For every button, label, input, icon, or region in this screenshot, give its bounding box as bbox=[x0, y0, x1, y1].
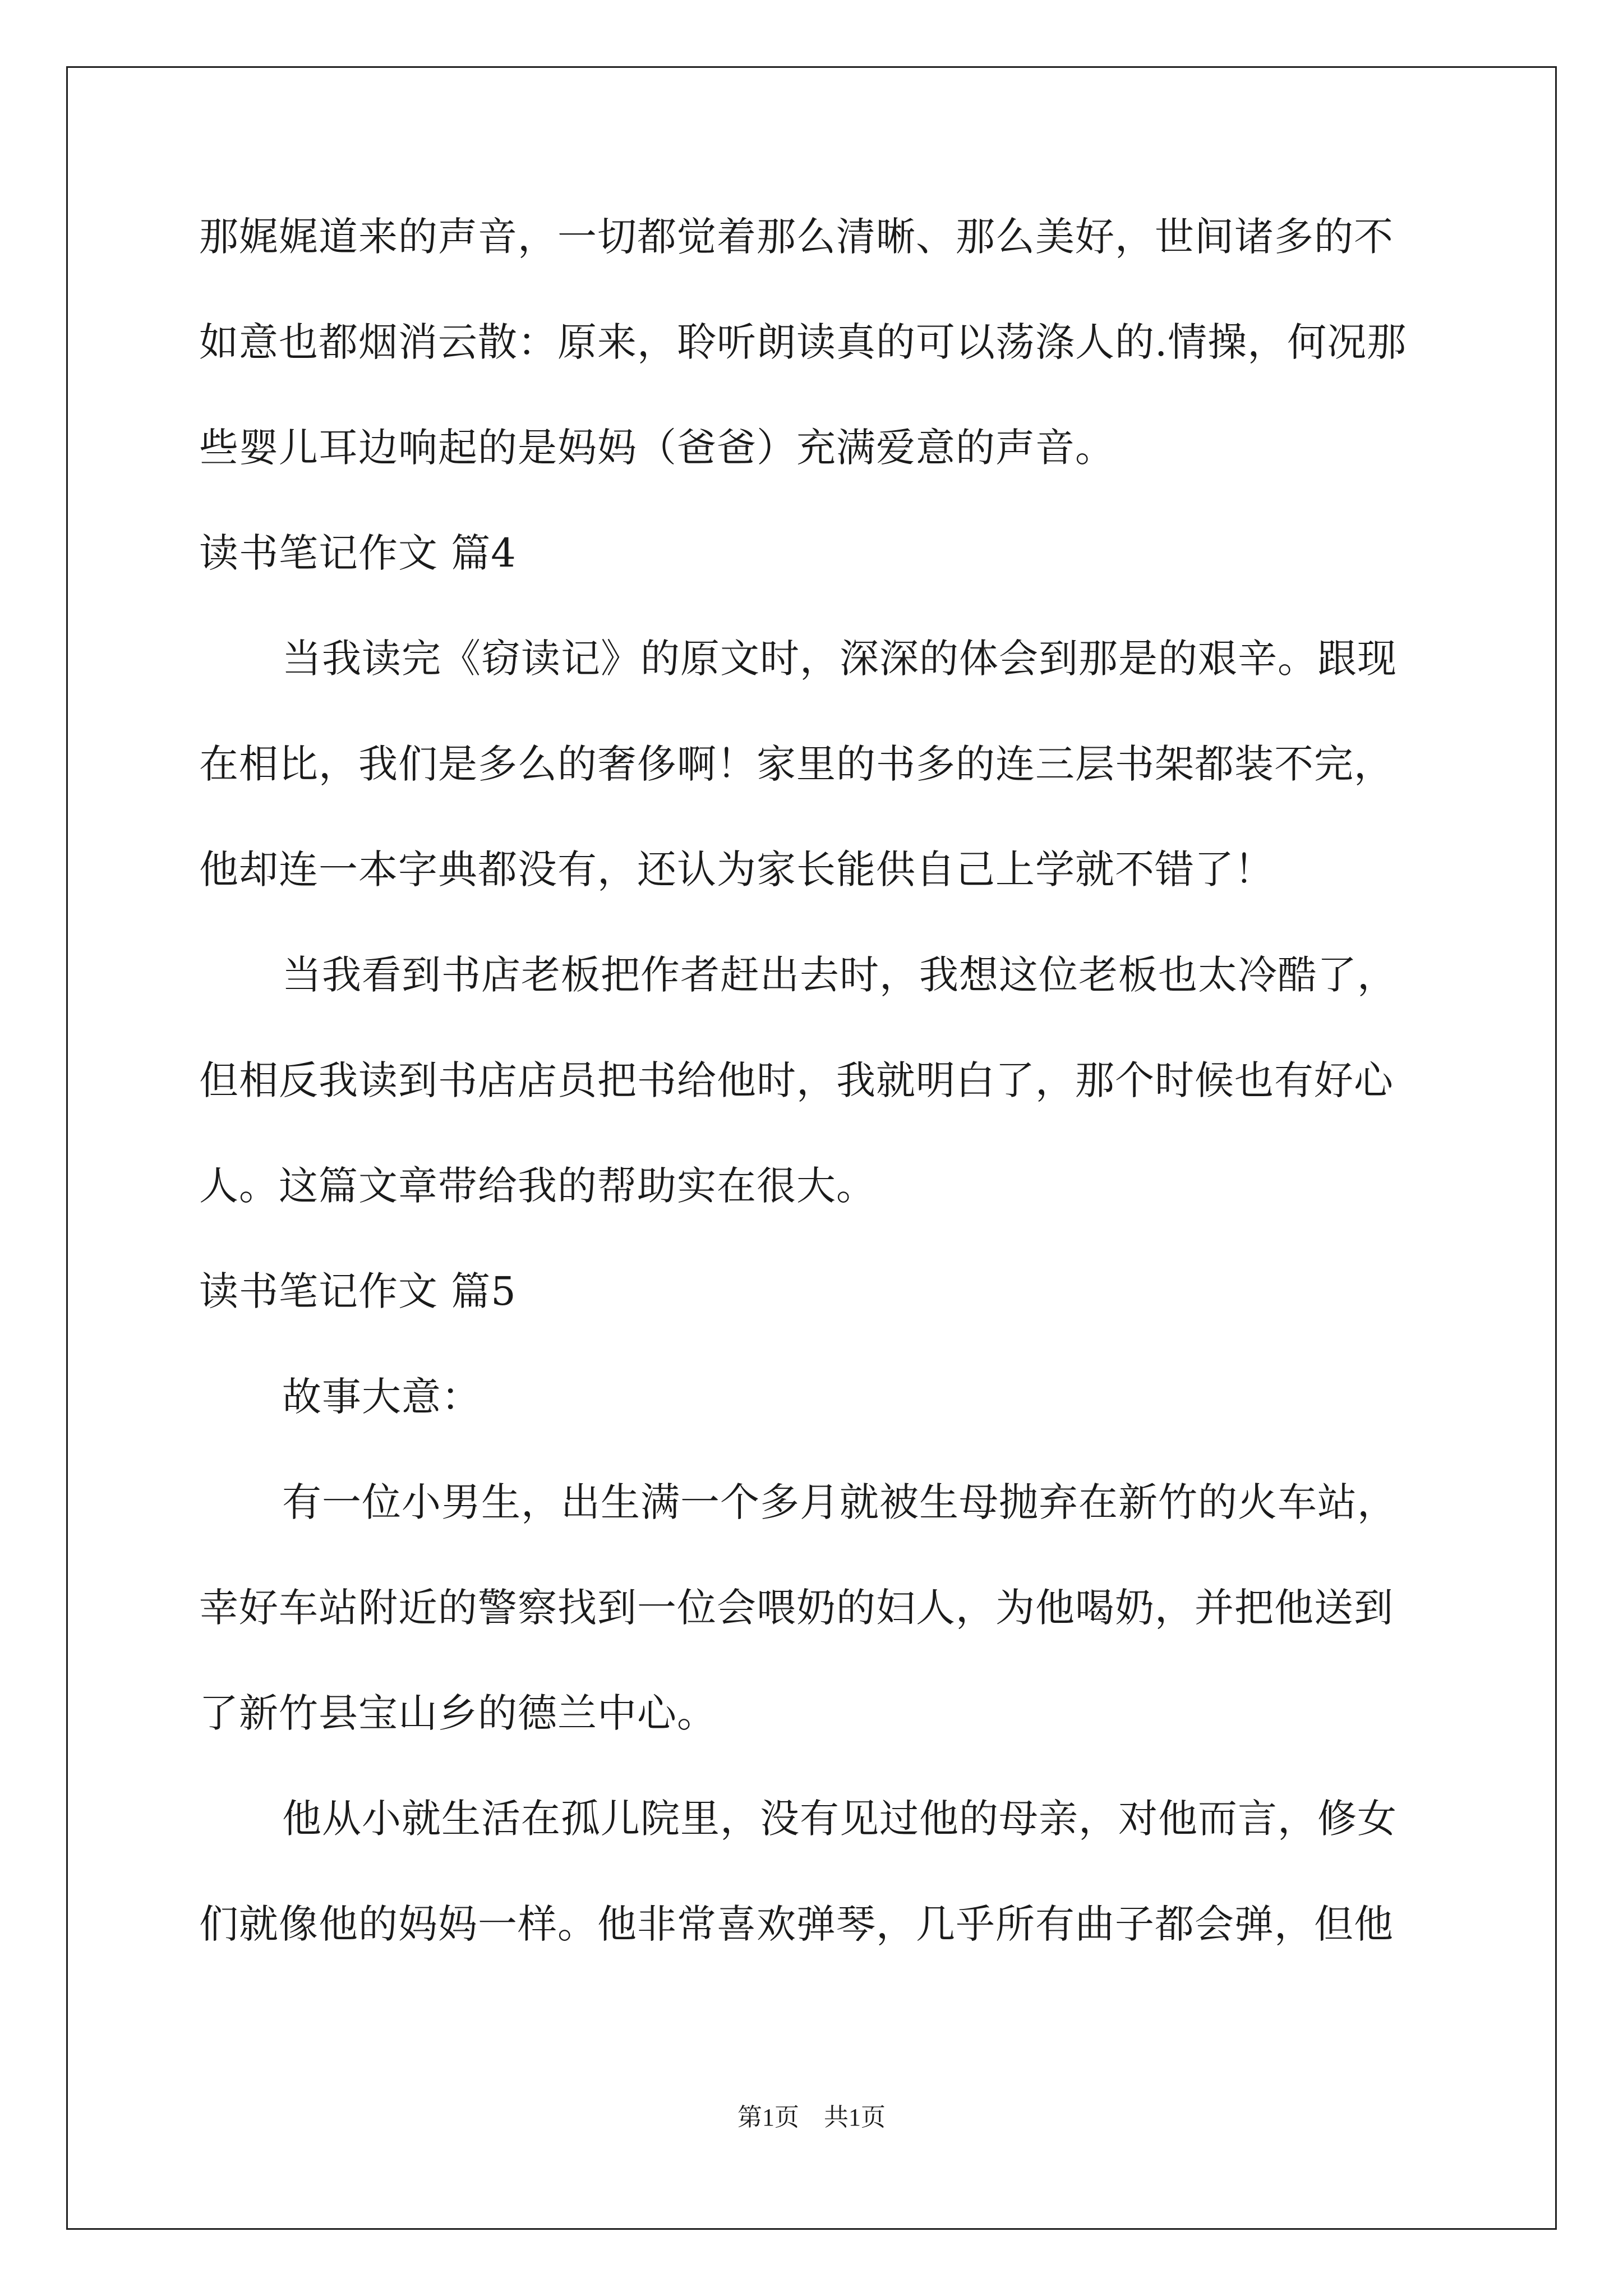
paragraph-first-line: 当我看到书店老板把作者赶出去时，我想这位老板也太冷酷了， bbox=[282, 952, 1397, 998]
text-line: 们就像他的妈妈一样。他非常喜欢弹琴，几乎所有曲子都会弹，但他 bbox=[199, 1901, 1394, 1947]
document-body bbox=[199, 210, 1438, 2003]
section-heading: 读书笔记作文 篇5 bbox=[199, 1268, 517, 1314]
text-line: 人。这篇文章带给我的帮助实在很大。 bbox=[199, 1163, 876, 1209]
text-line: 如意也都烟消云散：原来，聆听朗读真的可以荡涤人的.情操，何况那 bbox=[199, 319, 1407, 365]
page-footer: 第1页 共1页 bbox=[737, 2104, 886, 2131]
text-line: 那娓娓道来的声音，一切都觉着那么清晰、那么美好，世间诸多的不 bbox=[199, 214, 1394, 260]
paragraph-first-line: 当我读完《窃读记》的原文时，深深的体会到那是的艰辛。跟现 bbox=[282, 636, 1397, 682]
text-line: 幸好车站附近的警察找到一位会喂奶的妇人，为他喝奶，并把他送到 bbox=[199, 1585, 1394, 1631]
text-line: 但相反我读到书店店员把书给他时，我就明白了，那个时候也有好心 bbox=[199, 1057, 1394, 1103]
text-line: 了新竹县宝山乡的德兰中心。 bbox=[199, 1690, 717, 1736]
text-line: 在相比，我们是多么的奢侈啊！家里的书多的连三层书架都装不完， bbox=[199, 741, 1394, 787]
text-line: 些婴儿耳边响起的是妈妈（爸爸）充满爱意的声音。 bbox=[199, 425, 1115, 471]
paragraph-first-line: 有一位小男生，出生满一个多月就被生母抛弃在新竹的火车站， bbox=[282, 1479, 1397, 1525]
text-line: 他却连一本字典都没有，还认为家长能供自己上学就不错了！ bbox=[199, 846, 1274, 892]
section-heading: 读书笔记作文 篇4 bbox=[199, 530, 517, 576]
paragraph-first-line: 故事大意： bbox=[282, 1374, 481, 1420]
paragraph-first-line: 他从小就生活在孤儿院里，没有见过他的母亲，对他而言，修女 bbox=[282, 1796, 1397, 1842]
